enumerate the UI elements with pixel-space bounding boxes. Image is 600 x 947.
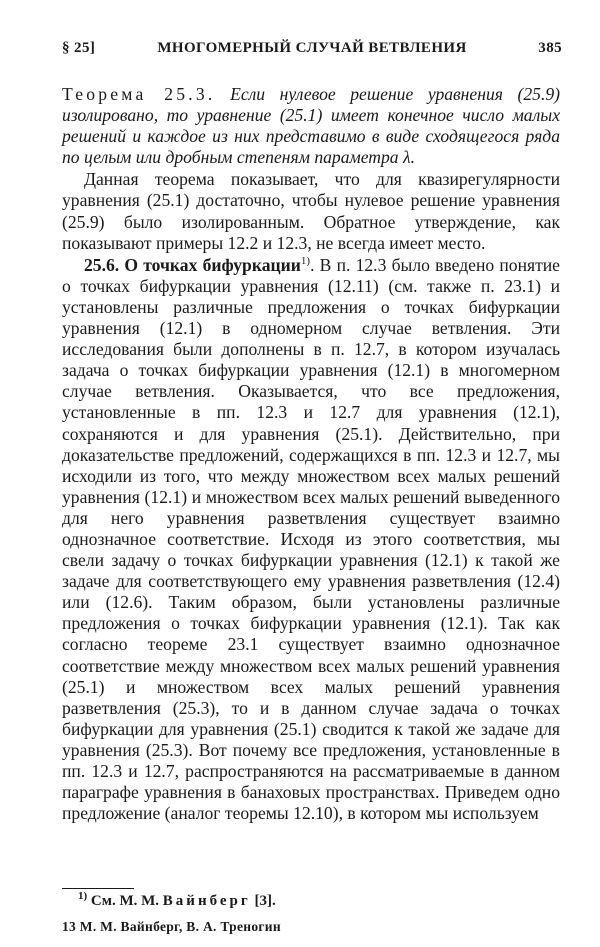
section-text: . В п. 12.3 было введено понятие о точках бифуркации уравнения (12.11) (см. также п. 23.1) и установлены различные предложения о точках бифуркации уравнения (12.1) в одномерном случае ветвления. Эти исследования были дополнены в п. 12.7, в котором изучалась задача о точках бифуркации уравнения (12.1) в многомерном случае ветвления. Оказывается, что все предложения, установленные в пп. 12.3 и 12.7 для уравнения (12.1), сохраняются и для уравнения (25.1). Действительно, при доказательстве предложений, содержащихся в пп. 12.3 и 12.7, мы исходили из того, что между множеством всех малых решений уравнения (12.1) и множеством всех малых решений выведенного для него уравнения разветвления существует взаимно однозначное соответствие. Исходя из этого соответствия, мы свели задачу о точках бифуркации уравнения (12.1) к такой же задаче для соответствующего ему уравнения разветвления (12.4) или (12.6). Таким образом, были установлены различные предложения о точках бифуркации уравнения (12.1). Так как согласно теореме 23.1 существует взаимно однозначное соответствие между множеством всех малых решений уравнения (25.1) и множеством всех малых решений уравнения разветвления (25.3), то и в данном случае задача о точках бифуркации для уравнения (25.1) сводится к такой же задаче для уравнения (25.3). Вот почему все предложения, установленные в пп. 12.3 и 12.7, распространяются на рассматриваемые в данном параграфе уравнения в банаховых пространствах. Приведем одно предложение (аналог теоремы 12.10), в котором мы используем: [62, 254, 560, 824]
section-heading: 25.6. О точках бифуркации: [84, 254, 301, 275]
theorem-paragraph: [62, 84, 560, 168]
theorem-statement: Если нулевое решение уравнения (25.9) изолировано, то уравнение (25.1) имеет конечное число малых решений и каждое из них представимо в виде сходящегося ряда по целым или дробным степеням параметра λ.: [62, 84, 561, 168]
page-body: [62, 84, 560, 824]
remark-paragraph: [62, 169, 560, 253]
printer-signature: 13 М. М. Вайнберг, В. А. Треногин: [62, 919, 281, 934]
footnote-reference[interactable]: 1): [300, 254, 311, 267]
bifurcation-paragraph: [62, 255, 560, 825]
footnote: [78, 890, 276, 910]
remark-text: Данная теорема показывает, что для квазирегулярности уравнения (25.1) достаточно, чтобы нулевое решение уравнения (25.9) было изолированным. Обратное утверждение, как показывают примеры 12.2 и 12.3, не всегда имеет место.: [62, 169, 560, 253]
footnote-author: Вайнберг: [162, 893, 251, 909]
theorem-label: Теорема 25.3.: [62, 84, 216, 104]
footnote-ref: [3].: [254, 893, 276, 909]
page-number: 385: [538, 40, 562, 56]
section-marker: § 25]: [62, 40, 96, 56]
footnote-prefix: См. М. М.: [90, 893, 160, 909]
running-title: МНОГОМЕРНЫЙ СЛУЧАЙ ВЕТВЛЕНИЯ: [157, 40, 467, 56]
footnote-mark: 1): [78, 890, 88, 902]
footnote-rule: [62, 888, 134, 889]
